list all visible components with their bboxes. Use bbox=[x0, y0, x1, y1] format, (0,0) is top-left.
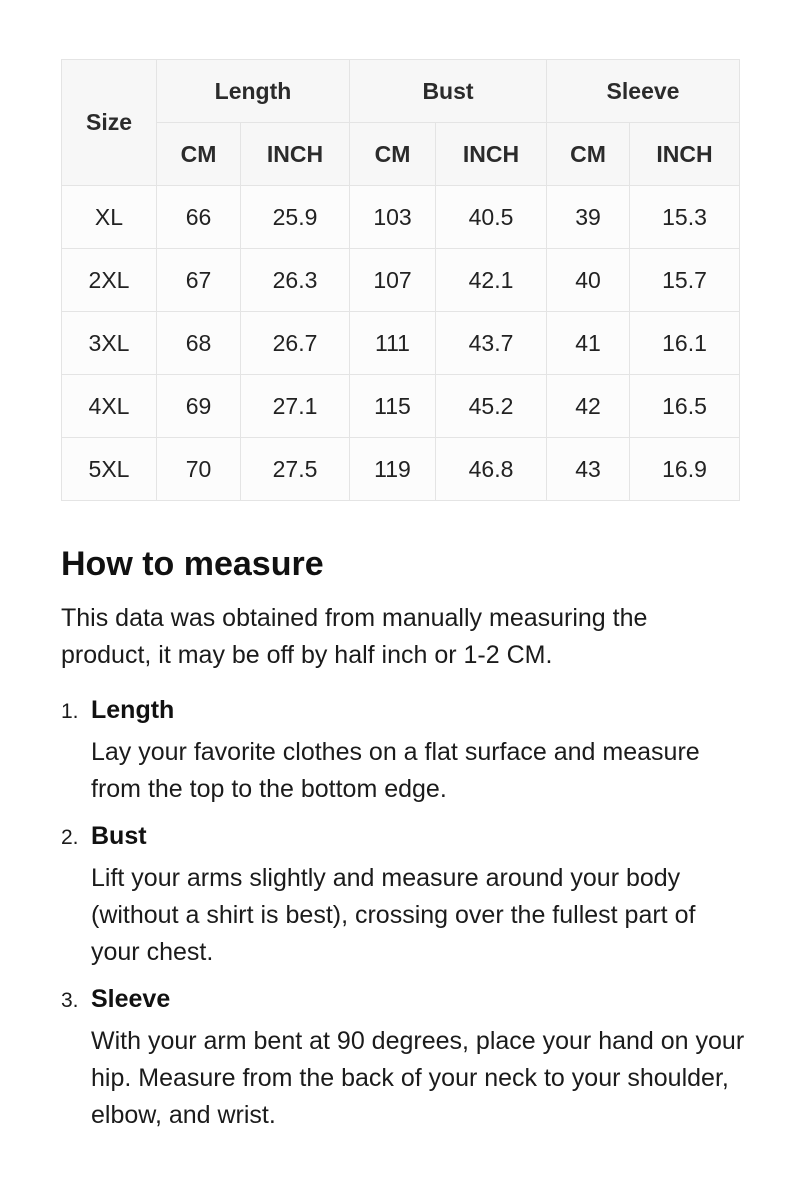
bust-group-header: Bust bbox=[350, 60, 547, 123]
how-to-measure-title: How to measure bbox=[61, 545, 324, 583]
measurement-cell: 16.1 bbox=[630, 312, 740, 375]
measurement-cell: 43 bbox=[547, 438, 630, 501]
measurement-cell: 40 bbox=[547, 249, 630, 312]
measurement-cell: 27.5 bbox=[241, 438, 350, 501]
measurement-cell: 45.2 bbox=[436, 375, 547, 438]
measurement-cell: 43.7 bbox=[436, 312, 547, 375]
measurement-cell: 42.1 bbox=[436, 249, 547, 312]
measurement-cell: 119 bbox=[350, 438, 436, 501]
measurement-cell: 27.1 bbox=[241, 375, 350, 438]
table-row bbox=[62, 438, 740, 501]
step-head bbox=[61, 822, 800, 851]
measurement-cell: 115 bbox=[350, 375, 436, 438]
measurement-cell: 26.7 bbox=[241, 312, 350, 375]
measurement-cell: 103 bbox=[350, 186, 436, 249]
step-head bbox=[61, 696, 800, 725]
measure-steps-list bbox=[61, 696, 800, 1134]
step-number: 3. bbox=[61, 989, 79, 1012]
measurement-cell: 70 bbox=[157, 438, 241, 501]
bust-cm-header: CM bbox=[350, 123, 436, 186]
length-group-header: Length bbox=[157, 60, 350, 123]
group-header-row bbox=[62, 60, 740, 123]
size-cell: 3XL bbox=[62, 312, 157, 375]
measurement-cell: 42 bbox=[547, 375, 630, 438]
sleeve-inch-header: INCH bbox=[630, 123, 740, 186]
sleeve-cm-header: CM bbox=[547, 123, 630, 186]
measurement-cell: 41 bbox=[547, 312, 630, 375]
measurement-cell: 26.3 bbox=[241, 249, 350, 312]
measurement-cell: 69 bbox=[157, 375, 241, 438]
step-term: Sleeve bbox=[91, 985, 171, 1013]
table-row bbox=[62, 186, 740, 249]
step-number: 1. bbox=[61, 700, 79, 723]
step-head bbox=[61, 985, 800, 1014]
measurement-cell: 107 bbox=[350, 249, 436, 312]
measurement-cell: 46.8 bbox=[436, 438, 547, 501]
size-cell: 4XL bbox=[62, 375, 157, 438]
measurement-cell: 15.7 bbox=[630, 249, 740, 312]
list-item-length bbox=[61, 696, 800, 808]
measurement-cell: 111 bbox=[350, 312, 436, 375]
measurement-cell: 40.5 bbox=[436, 186, 547, 249]
table-row bbox=[62, 312, 740, 375]
list-item-sleeve bbox=[61, 985, 800, 1134]
measurement-cell: 16.9 bbox=[630, 438, 740, 501]
measurement-cell: 67 bbox=[157, 249, 241, 312]
step-term: Bust bbox=[91, 822, 147, 850]
measurement-cell: 15.3 bbox=[630, 186, 740, 249]
measurement-cell: 68 bbox=[157, 312, 241, 375]
size-column-header: Size bbox=[62, 60, 157, 186]
measurement-cell: 25.9 bbox=[241, 186, 350, 249]
size-cell: 5XL bbox=[62, 438, 157, 501]
size-chart-table bbox=[61, 59, 740, 501]
step-number: 2. bbox=[61, 826, 79, 849]
length-inch-header: INCH bbox=[241, 123, 350, 186]
table-row bbox=[62, 375, 740, 438]
step-description: With your arm bent at 90 degrees, place your hand on your hip. Measure from the back of your neck to your shoulder, elbow, and wrist. bbox=[91, 1027, 745, 1129]
step-description: Lift your arms slightly and measure around your body (without a shirt is best), crossing over the fullest part of your chest. bbox=[91, 864, 696, 966]
step-description: Lay your favorite clothes on a flat surface and measure from the top to the bottom edge. bbox=[91, 738, 700, 803]
measurement-cell: 16.5 bbox=[630, 375, 740, 438]
measurement-cell: 39 bbox=[547, 186, 630, 249]
size-cell: 2XL bbox=[62, 249, 157, 312]
step-term: Length bbox=[91, 696, 175, 724]
sleeve-group-header: Sleeve bbox=[547, 60, 740, 123]
table-row bbox=[62, 249, 740, 312]
measurement-cell: 66 bbox=[157, 186, 241, 249]
list-item-bust bbox=[61, 822, 800, 971]
unit-header-row bbox=[62, 123, 740, 186]
how-to-measure-intro: This data was obtained from manually measuring the product, it may be off by half inch or 1-2 CM. bbox=[61, 604, 648, 669]
length-cm-header: CM bbox=[157, 123, 241, 186]
size-cell: XL bbox=[62, 186, 157, 249]
bust-inch-header: INCH bbox=[436, 123, 547, 186]
